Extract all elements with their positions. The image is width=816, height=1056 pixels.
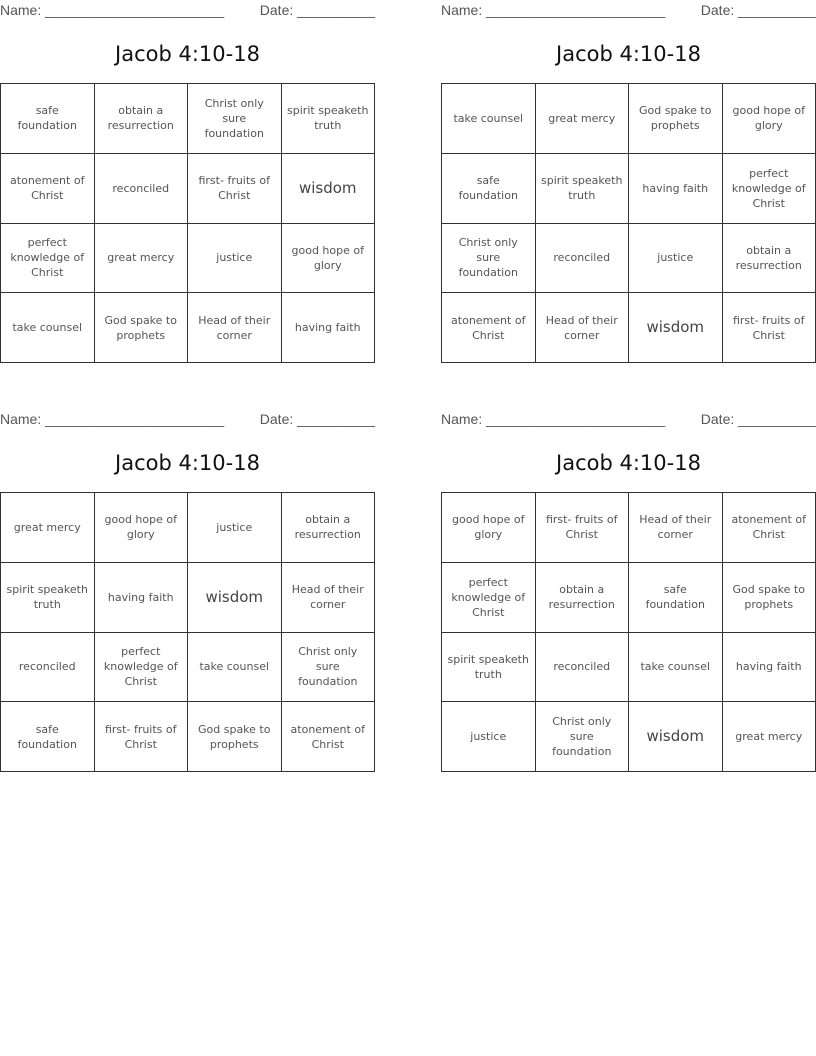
grid-cell: great mercy xyxy=(1,493,95,563)
bingo-grid xyxy=(441,492,816,772)
grid-cell: Christ only sure foundation xyxy=(281,632,375,702)
grid-cell: having faith xyxy=(629,153,723,223)
grid-cell: having faith xyxy=(281,293,375,363)
grid-cell: Head of their corner xyxy=(629,493,723,563)
grid-cell: good hope of glory xyxy=(442,493,536,563)
grid-cell: reconciled xyxy=(535,632,629,702)
name-field[interactable]: Name: _______________________ xyxy=(441,2,666,18)
grid-row xyxy=(1,493,375,563)
grid-cell: God spake to prophets xyxy=(94,293,188,363)
grid-cell: take counsel xyxy=(1,293,95,363)
grid-cell: take counsel xyxy=(442,84,536,154)
grid-cell: safe foundation xyxy=(1,84,95,154)
card-title: Jacob 4:10-18 xyxy=(115,451,260,475)
grid-row xyxy=(442,293,816,363)
card-title: Jacob 4:10-18 xyxy=(556,42,701,66)
grid-cell: spirit speaketh truth xyxy=(535,153,629,223)
grid-cell: take counsel xyxy=(629,632,723,702)
grid-cell: Head of their corner xyxy=(188,293,282,363)
grid-row xyxy=(1,293,375,363)
grid-row xyxy=(1,153,375,223)
grid-cell: atonement of Christ xyxy=(722,493,816,563)
card-title: Jacob 4:10-18 xyxy=(556,451,701,475)
grid-cell: perfect knowledge of Christ xyxy=(722,153,816,223)
grid-cell: justice xyxy=(629,223,723,293)
grid-row xyxy=(442,702,816,772)
grid-cell-free: wisdom xyxy=(629,293,723,363)
grid-cell: good hope of glory xyxy=(722,84,816,154)
grid-cell: obtain a resurrection xyxy=(535,562,629,632)
grid-cell-free: wisdom xyxy=(629,702,723,772)
grid-cell: justice xyxy=(442,702,536,772)
grid-row xyxy=(442,84,816,154)
grid-cell: good hope of glory xyxy=(94,493,188,563)
grid-row xyxy=(442,153,816,223)
grid-row xyxy=(1,84,375,154)
grid-cell: having faith xyxy=(94,562,188,632)
grid-cell: great mercy xyxy=(722,702,816,772)
grid-cell-free: wisdom xyxy=(188,562,282,632)
date-field[interactable]: Date: __________ xyxy=(259,411,375,427)
grid-cell: spirit speaketh truth xyxy=(281,84,375,154)
grid-cell: justice xyxy=(188,493,282,563)
grid-cell: perfect knowledge of Christ xyxy=(1,223,95,293)
grid-cell: obtain a resurrection xyxy=(281,493,375,563)
grid-cell: Head of their corner xyxy=(535,293,629,363)
grid-cell: atonement of Christ xyxy=(1,153,95,223)
grid-cell: good hope of glory xyxy=(281,223,375,293)
grid-cell: Head of their corner xyxy=(281,562,375,632)
grid-cell: reconciled xyxy=(94,153,188,223)
grid-cell: Christ only sure foundation xyxy=(442,223,536,293)
grid-cell: reconciled xyxy=(1,632,95,702)
grid-cell: obtain a resurrection xyxy=(94,84,188,154)
grid-row xyxy=(442,223,816,293)
grid-cell: spirit speaketh truth xyxy=(442,632,536,702)
grid-row xyxy=(1,702,375,772)
grid-cell: God spake to prophets xyxy=(188,702,282,772)
grid-cell: atonement of Christ xyxy=(281,702,375,772)
grid-row xyxy=(442,493,816,563)
grid-cell: take counsel xyxy=(188,632,282,702)
grid-cell: first- fruits of Christ xyxy=(94,702,188,772)
grid-cell: first- fruits of Christ xyxy=(722,293,816,363)
grid-cell: justice xyxy=(188,223,282,293)
date-field[interactable]: Date: __________ xyxy=(259,2,375,18)
name-field[interactable]: Name: _______________________ xyxy=(0,411,225,427)
grid-cell-free: wisdom xyxy=(281,153,375,223)
grid-cell: having faith xyxy=(722,632,816,702)
grid-cell: reconciled xyxy=(535,223,629,293)
grid-row xyxy=(1,632,375,702)
date-field[interactable]: Date: __________ xyxy=(700,2,816,18)
bingo-grid xyxy=(441,83,816,363)
grid-row xyxy=(442,632,816,702)
grid-row xyxy=(1,562,375,632)
grid-row xyxy=(442,562,816,632)
grid-cell: first- fruits of Christ xyxy=(188,153,282,223)
grid-cell: God spake to prophets xyxy=(629,84,723,154)
name-field[interactable]: Name: _______________________ xyxy=(441,411,666,427)
grid-cell: perfect knowledge of Christ xyxy=(94,632,188,702)
grid-row xyxy=(1,223,375,293)
grid-cell: first- fruits of Christ xyxy=(535,493,629,563)
grid-cell: obtain a resurrection xyxy=(722,223,816,293)
name-field[interactable]: Name: _______________________ xyxy=(0,2,225,18)
card-title: Jacob 4:10-18 xyxy=(115,42,260,66)
grid-cell: atonement of Christ xyxy=(442,293,536,363)
grid-cell: perfect knowledge of Christ xyxy=(442,562,536,632)
grid-cell: safe foundation xyxy=(442,153,536,223)
grid-cell: Christ only sure foundation xyxy=(535,702,629,772)
grid-cell: great mercy xyxy=(535,84,629,154)
grid-cell: God spake to prophets xyxy=(722,562,816,632)
date-field[interactable]: Date: __________ xyxy=(700,411,816,427)
grid-cell: Christ only sure foundation xyxy=(188,84,282,154)
grid-cell: great mercy xyxy=(94,223,188,293)
grid-cell: spirit speaketh truth xyxy=(1,562,95,632)
grid-cell: safe foundation xyxy=(1,702,95,772)
grid-cell: safe foundation xyxy=(629,562,723,632)
bingo-grid xyxy=(0,492,375,772)
bingo-grid xyxy=(0,83,375,363)
